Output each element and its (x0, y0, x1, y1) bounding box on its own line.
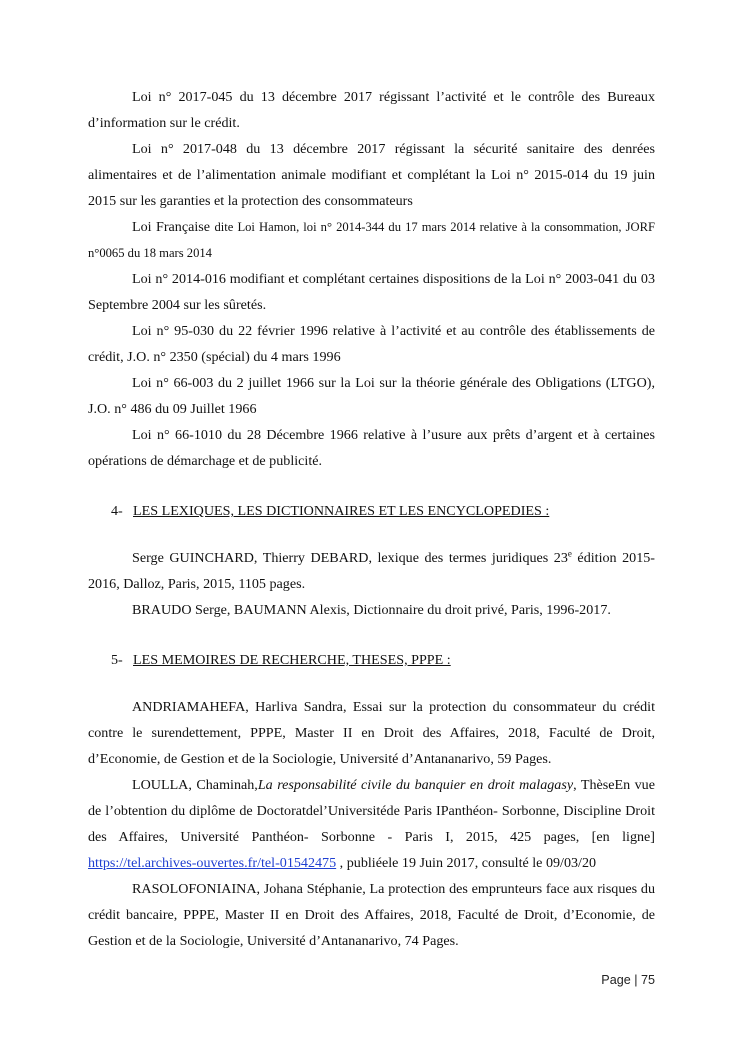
bibliography-entry (88, 545, 655, 597)
bibliography-entry: BRAUDO Serge, BAUMANN Alexis, Dictionnaire du droit privé, Paris, 1996-2017. (132, 602, 611, 618)
law-entry: Loi n° 66-003 du 2 juillet 1966 sur la Loi sur la théorie générale des Obligations (LTGO), J.O. n° 486 du 09 Juillet 1966 (88, 375, 655, 417)
section-number: 4- (111, 503, 123, 519)
law-entry (88, 214, 655, 266)
law-entry: Loi n° 2017-045 du 13 décembre 2017 régissant l’activité et le contrôle des Bureaux d’information sur le crédit. (88, 89, 655, 131)
section-title: LES MEMOIRES DE RECHERCHE, THESES, PPPE : (133, 652, 451, 668)
bibliography-entry (88, 772, 655, 876)
page-number: Page | 75 (601, 973, 655, 987)
bibliography-entry: RASOLOFONIAINA, Johana Stéphanie, La protection des emprunteurs face aux risques du crédit bancaire, PPPE, Master II en Droit des Affaires, 2018, Faculté de Droit, d’Economie, de Gestion et de la Sociologie, Université d’Antananarivo, 74 Pages. (88, 881, 655, 949)
document-body (88, 84, 655, 954)
entry-text: édition 2015-2016, Dalloz, Paris, 2015, 1105 pages. (88, 550, 655, 592)
entry-text: , ThèseEn vue de l’obtention du diplôme de Doctoratdel’Universitéde Paris IPanthéon- Sorbonne, Discipline Droit des Affaires, Université Panthéon- Sorbonne - Paris I, 2015, 425 pages, [en ligne] (88, 777, 655, 845)
section-number: 5- (111, 652, 123, 668)
bibliography-entry: ANDRIAMAHEFA, Harliva Sandra, Essai sur la protection du consommateur du crédit contre le surendettement, PPPE, Master II en Droit des Affaires, 2018, Faculté de Droit, d’Economie, de Gestion et de la Sociologie, Université d’Antananarivo, 59 Pages. (88, 699, 655, 767)
law-entry: Loi n° 2014-016 modifiant et complétant certaines dispositions de la Loi n° 2003-041 du 03 Septembre 2004 sur les sûretés. (88, 271, 655, 313)
law-entry: Loi n° 95-030 du 22 février 1996 relative à l’activité et au contrôle des établissements de crédit, J.O. n° 2350 (spécial) du 4 mars 1996 (88, 323, 655, 365)
law-entry-lead: Loi Française (132, 219, 215, 235)
law-entry-rest: dite Loi Hamon, loi n° 2014-344 du 17 mars 2014 relative à la consommation, JORF n°0065 du 18 mars 2014 (88, 220, 655, 260)
thesis-link[interactable]: https://tel.archives-ouvertes.fr/tel-01542475 (88, 855, 337, 871)
section-heading-lexiques (88, 498, 655, 524)
entry-title: La responsabilité civile du banquier en droit malagasy (257, 777, 574, 793)
law-entry: Loi n° 66-1010 du 28 Décembre 1966 relative à l’usure aux prêts d’argent et à certaines opérations de démarchage et de publicité. (88, 427, 655, 469)
section-title: LES LEXIQUES, LES DICTIONNAIRES ET LES ENCYCLOPEDIES : (133, 503, 550, 519)
superscript: e (567, 548, 572, 559)
entry-text: Serge GUINCHARD, Thierry DEBARD, lexique des termes juridiques 23 (132, 550, 568, 566)
law-entry: Loi n° 2017-048 du 13 décembre 2017 régissant la sécurité sanitaire des denrées alimentaires et de l’alimentation animale modifiant et complétant la Loi n° 2015-014 du 19 juin 2015 sur les garanties et la protection des consommateurs (88, 141, 655, 209)
entry-text: , publiéele 19 Juin 2017, consulté le 09/03/20 (336, 855, 597, 871)
entry-author: LOULLA, Chaminah, (132, 777, 258, 793)
section-heading-memoires (88, 647, 655, 673)
